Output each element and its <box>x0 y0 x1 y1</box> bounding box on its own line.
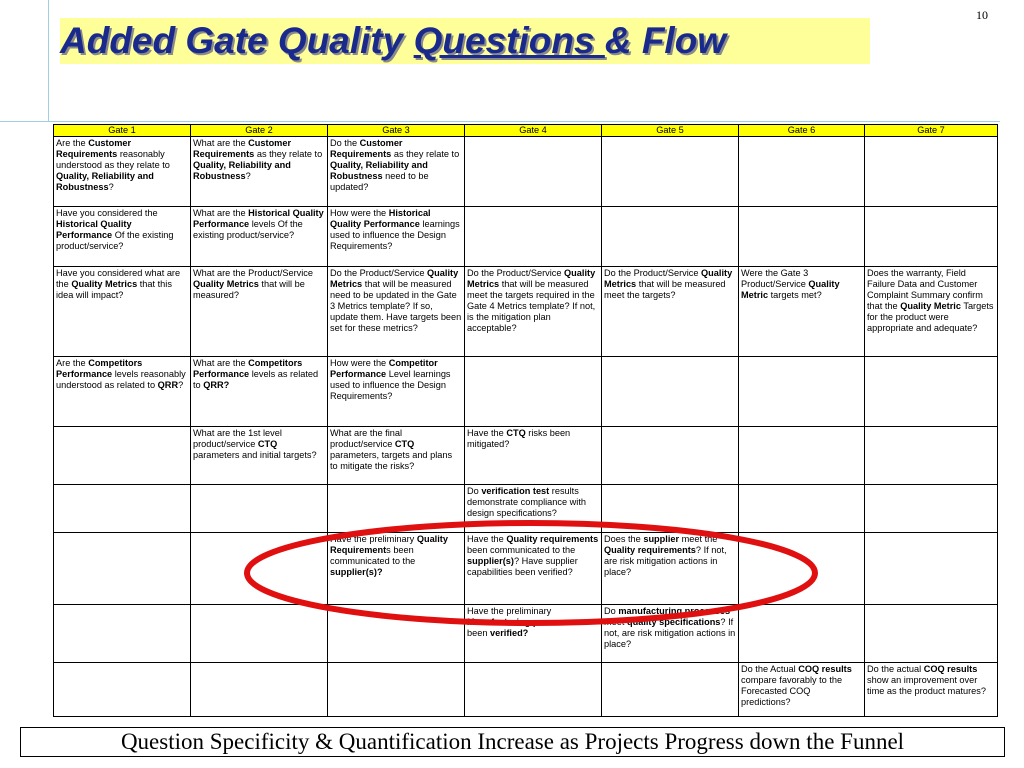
bold-term: supplier <box>643 534 680 544</box>
bold-term: Manufacturing processes <box>467 617 579 627</box>
title-part-3: & Flow <box>604 20 727 61</box>
cell-row-8-gate-2 <box>191 605 328 663</box>
question-text: risks been mitigated? <box>467 428 571 449</box>
question-text: reasonably understood as they relate to <box>56 149 170 170</box>
cell-row-2-gate-5 <box>602 207 739 267</box>
cell-row-5-gate-6 <box>739 427 865 485</box>
header-gate-5: Gate 5 <box>602 125 739 137</box>
question-text: Of the existing product/service? <box>56 230 174 251</box>
cell-row-9-gate-6 <box>739 663 865 717</box>
question-text: parameters, targets and plans to mitigate the risks? <box>330 450 453 471</box>
cell-row-8-gate-7 <box>865 605 998 663</box>
cell-row-3-gate-4 <box>465 267 602 357</box>
question-text: Do <box>467 486 482 496</box>
cell-row-2-gate-2 <box>191 207 328 267</box>
cell-row-4-gate-1 <box>54 357 191 427</box>
question-text: Do the <box>330 138 360 148</box>
question-text: meet the <box>679 534 718 544</box>
question-text: compare favorably to the Forecasted COQ predictions? <box>741 675 843 707</box>
cell-row-4-gate-4 <box>465 357 602 427</box>
cell-row-6-gate-1 <box>54 485 191 533</box>
question-text: learnings used to influence the Design Requirements? <box>330 219 460 251</box>
header-gate-7: Gate 7 <box>865 125 998 137</box>
bold-term: CTQ <box>257 439 278 449</box>
question-text: s been communicated to the <box>330 545 416 566</box>
question-text: What are the 1st level product/service <box>193 428 282 449</box>
gate-questions-table <box>53 124 998 717</box>
cell-row-3-gate-3 <box>328 267 465 357</box>
question-text: Have you considered what are the <box>56 268 181 289</box>
cell-row-6-gate-4 <box>465 485 602 533</box>
guide-line-horizontal <box>0 121 1000 122</box>
footer-caption: Question Specificity & Quantification Increase as Projects Progress down the Funnel <box>20 727 1005 757</box>
cell-row-3-gate-2 <box>191 267 328 357</box>
cell-row-1-gate-2 <box>191 137 328 207</box>
cell-row-9-gate-5 <box>602 663 739 717</box>
question-text: been <box>467 628 490 638</box>
page-number: 10 <box>976 8 988 22</box>
cell-row-1-gate-4 <box>465 137 602 207</box>
cell-row-7-gate-3 <box>328 533 465 605</box>
cell-row-9-gate-3 <box>328 663 465 717</box>
question-text: ? <box>245 171 251 181</box>
header-gate-6: Gate 6 <box>739 125 865 137</box>
cell-row-8-gate-6 <box>739 605 865 663</box>
bold-term: Competitor Performance <box>330 358 438 379</box>
question-text: What are the <box>193 138 249 148</box>
header-row <box>54 125 998 137</box>
bold-term: Quality Metrics <box>193 279 259 289</box>
cell-row-8-gate-1 <box>54 605 191 663</box>
question-text: Do the Product/Service <box>330 268 428 278</box>
question-text: Have the <box>467 428 507 438</box>
question-text: ? <box>178 380 184 390</box>
question-text: levels reasonably understood as related to <box>56 369 186 390</box>
cell-row-7-gate-2 <box>191 533 328 605</box>
question-text: Does the <box>604 534 644 544</box>
cell-row-6-gate-2 <box>191 485 328 533</box>
cell-row-1-gate-5 <box>602 137 739 207</box>
question-text: results demonstrate compliance with design specifications? <box>467 486 586 518</box>
bold-term: Quality Metrics <box>604 268 733 289</box>
question-text: Do the Actual <box>741 664 799 674</box>
cell-row-7-gate-5 <box>602 533 739 605</box>
bold-term: Historical Quality Performance <box>56 219 132 240</box>
table-row <box>54 605 998 663</box>
cell-row-6-gate-6 <box>739 485 865 533</box>
title-part-2-underlined: Questions <box>413 20 605 61</box>
question-text: ? If not, are risk mitigation actions in place? <box>604 617 736 649</box>
bold-term: COQ results <box>798 664 852 674</box>
question-text: parameters and initial targets? <box>193 450 317 460</box>
bold-term: QRR? <box>203 380 230 390</box>
question-text: Do the Product/Service <box>467 268 565 278</box>
question-text: ? Have supplier capabilities been verified? <box>467 556 578 577</box>
cell-row-5-gate-1 <box>54 427 191 485</box>
bold-term: Customer Requirements <box>56 138 132 159</box>
question-text: What are the <box>193 358 249 368</box>
header-gate-1: Gate 1 <box>54 125 191 137</box>
bold-term: Quality requirements <box>604 545 696 555</box>
table-row <box>54 267 998 357</box>
question-text: ? If not, are risk mitigation actions in place? <box>604 545 727 577</box>
question-text: that will be measured meet the targets? <box>604 279 726 300</box>
cell-row-8-gate-3 <box>328 605 465 663</box>
cell-row-3-gate-6 <box>739 267 865 357</box>
question-text: as they relate to <box>391 149 460 159</box>
cell-row-5-gate-7 <box>865 427 998 485</box>
header-gate-4: Gate 4 <box>465 125 602 137</box>
question-text: How were the <box>330 358 389 368</box>
cell-row-1-gate-7 <box>865 137 998 207</box>
cell-row-4-gate-2 <box>191 357 328 427</box>
cell-row-8-gate-4 <box>465 605 602 663</box>
cell-row-6-gate-5 <box>602 485 739 533</box>
table-row <box>54 427 998 485</box>
bold-term: manufacturing processes <box>618 606 731 616</box>
table-row <box>54 137 998 207</box>
bold-term: Quality, Reliability and Robustness <box>330 160 428 181</box>
question-text: Were the Gate 3 Product/Service <box>741 268 809 289</box>
bold-term: CTQ <box>394 439 415 449</box>
question-text: How were the <box>330 208 389 218</box>
question-text: What are the <box>193 208 249 218</box>
cell-row-2-gate-4 <box>465 207 602 267</box>
question-text: Level learnings used to influence the Design Requirements? <box>330 369 451 401</box>
question-text: Do <box>604 606 619 616</box>
bold-term: Customer Requirements <box>193 138 292 159</box>
table-body <box>54 137 998 717</box>
cell-row-7-gate-4 <box>465 533 602 605</box>
bold-term: supplier(s)? <box>330 567 383 577</box>
bold-term: quality specifications <box>626 617 721 627</box>
table-row <box>54 533 998 605</box>
bold-term: Historical Quality Performance <box>193 208 324 229</box>
slide-title <box>60 18 870 64</box>
question-text: that this idea will impact? <box>56 279 172 300</box>
question-text: as they relate to <box>254 149 323 159</box>
bold-term: Quality Metric <box>741 279 840 300</box>
question-text: show an improvement over time as the product matures? <box>867 675 986 696</box>
question-text: What are the final product/service <box>330 428 403 449</box>
cell-row-4-gate-6 <box>739 357 865 427</box>
table-row <box>54 485 998 533</box>
bold-term: CTQ <box>506 428 526 438</box>
question-text: Do the actual <box>867 664 924 674</box>
bold-term: COQ results <box>923 664 978 674</box>
cell-row-5-gate-5 <box>602 427 739 485</box>
bold-term: Competitors Performance <box>193 358 303 379</box>
question-text: meet <box>604 617 627 627</box>
cell-row-5-gate-3 <box>328 427 465 485</box>
cell-row-2-gate-1 <box>54 207 191 267</box>
bold-term: Historical Quality Performance <box>330 208 431 229</box>
cell-row-7-gate-1 <box>54 533 191 605</box>
cell-row-2-gate-7 <box>865 207 998 267</box>
bold-term: QRR <box>157 380 179 390</box>
bold-term: Quality Metric <box>900 301 961 311</box>
question-text: Targets for the product were appropriate and adequate? <box>867 301 994 333</box>
cell-row-1-gate-3 <box>328 137 465 207</box>
bold-term: Quality Metrics <box>467 268 596 289</box>
cell-row-8-gate-5 <box>602 605 739 663</box>
cell-row-9-gate-7 <box>865 663 998 717</box>
bold-term: Quality, Reliability and Robustness <box>56 171 154 192</box>
question-text: Have you considered the <box>56 208 158 218</box>
bold-term: verified? <box>490 628 529 638</box>
question-text: Are the <box>56 358 89 368</box>
cell-row-3-gate-5 <box>602 267 739 357</box>
cell-row-4-gate-3 <box>328 357 465 427</box>
question-text: that will be measured meet the targets required in the Gate 4 Metrics template? If not, is the mitigation plan acceptable? <box>467 279 596 333</box>
question-text: need to be updated? <box>330 171 429 192</box>
cell-row-6-gate-7 <box>865 485 998 533</box>
cell-row-9-gate-2 <box>191 663 328 717</box>
guide-line-vertical <box>48 0 49 122</box>
cell-row-7-gate-7 <box>865 533 998 605</box>
question-text: targets met? <box>768 290 822 300</box>
bold-term: verification test <box>481 486 550 496</box>
cell-row-7-gate-6 <box>739 533 865 605</box>
table-row <box>54 357 998 427</box>
cell-row-2-gate-6 <box>739 207 865 267</box>
question-text: that will be measured? <box>193 279 305 300</box>
header-gate-3: Gate 3 <box>328 125 465 137</box>
cell-row-4-gate-7 <box>865 357 998 427</box>
question-text: levels as related to <box>193 369 319 390</box>
question-text: Have the <box>467 534 507 544</box>
cell-row-9-gate-4 <box>465 663 602 717</box>
header-gate-2: Gate 2 <box>191 125 328 137</box>
cell-row-1-gate-1 <box>54 137 191 207</box>
question-text: Do the Product/Service <box>604 268 702 278</box>
table-row <box>54 663 998 717</box>
cell-row-3-gate-7 <box>865 267 998 357</box>
bold-term: Quality, Reliability and Robustness <box>193 160 291 181</box>
bold-term: Competitors Performance <box>56 358 143 379</box>
cell-row-6-gate-3 <box>328 485 465 533</box>
cell-row-1-gate-6 <box>739 137 865 207</box>
question-text: Does the warranty, Field Failure Data and Customer Complaint Summary confirm that the <box>867 268 983 311</box>
question-text: that will be measured need to be updated in the Gate 3 Metrics template? If so, update them. Have targets been set for these metrics? <box>330 279 462 333</box>
cell-row-5-gate-4 <box>465 427 602 485</box>
question-text: ? <box>108 182 114 192</box>
table-row <box>54 207 998 267</box>
bold-term: Quality Requirement <box>330 534 448 555</box>
bold-term: Customer Requirements <box>330 138 403 159</box>
question-text: What are the Product/Service <box>193 268 314 278</box>
bold-term: Quality Metrics <box>330 268 459 289</box>
question-text: levels Of the existing product/service? <box>193 219 303 240</box>
bold-term: Quality Metrics <box>71 279 138 289</box>
question-text: Have the preliminary <box>330 534 417 544</box>
question-text: been communicated to the <box>467 545 576 555</box>
cell-row-3-gate-1 <box>54 267 191 357</box>
cell-row-9-gate-1 <box>54 663 191 717</box>
bold-term: Quality requirements <box>506 534 599 544</box>
cell-row-2-gate-3 <box>328 207 465 267</box>
cell-row-4-gate-5 <box>602 357 739 427</box>
bold-term: supplier(s) <box>467 556 514 566</box>
cell-row-5-gate-2 <box>191 427 328 485</box>
question-text: Are the <box>56 138 89 148</box>
title-part-1: Added Gate Quality <box>60 20 414 61</box>
question-text: Have the preliminary <box>467 606 552 616</box>
